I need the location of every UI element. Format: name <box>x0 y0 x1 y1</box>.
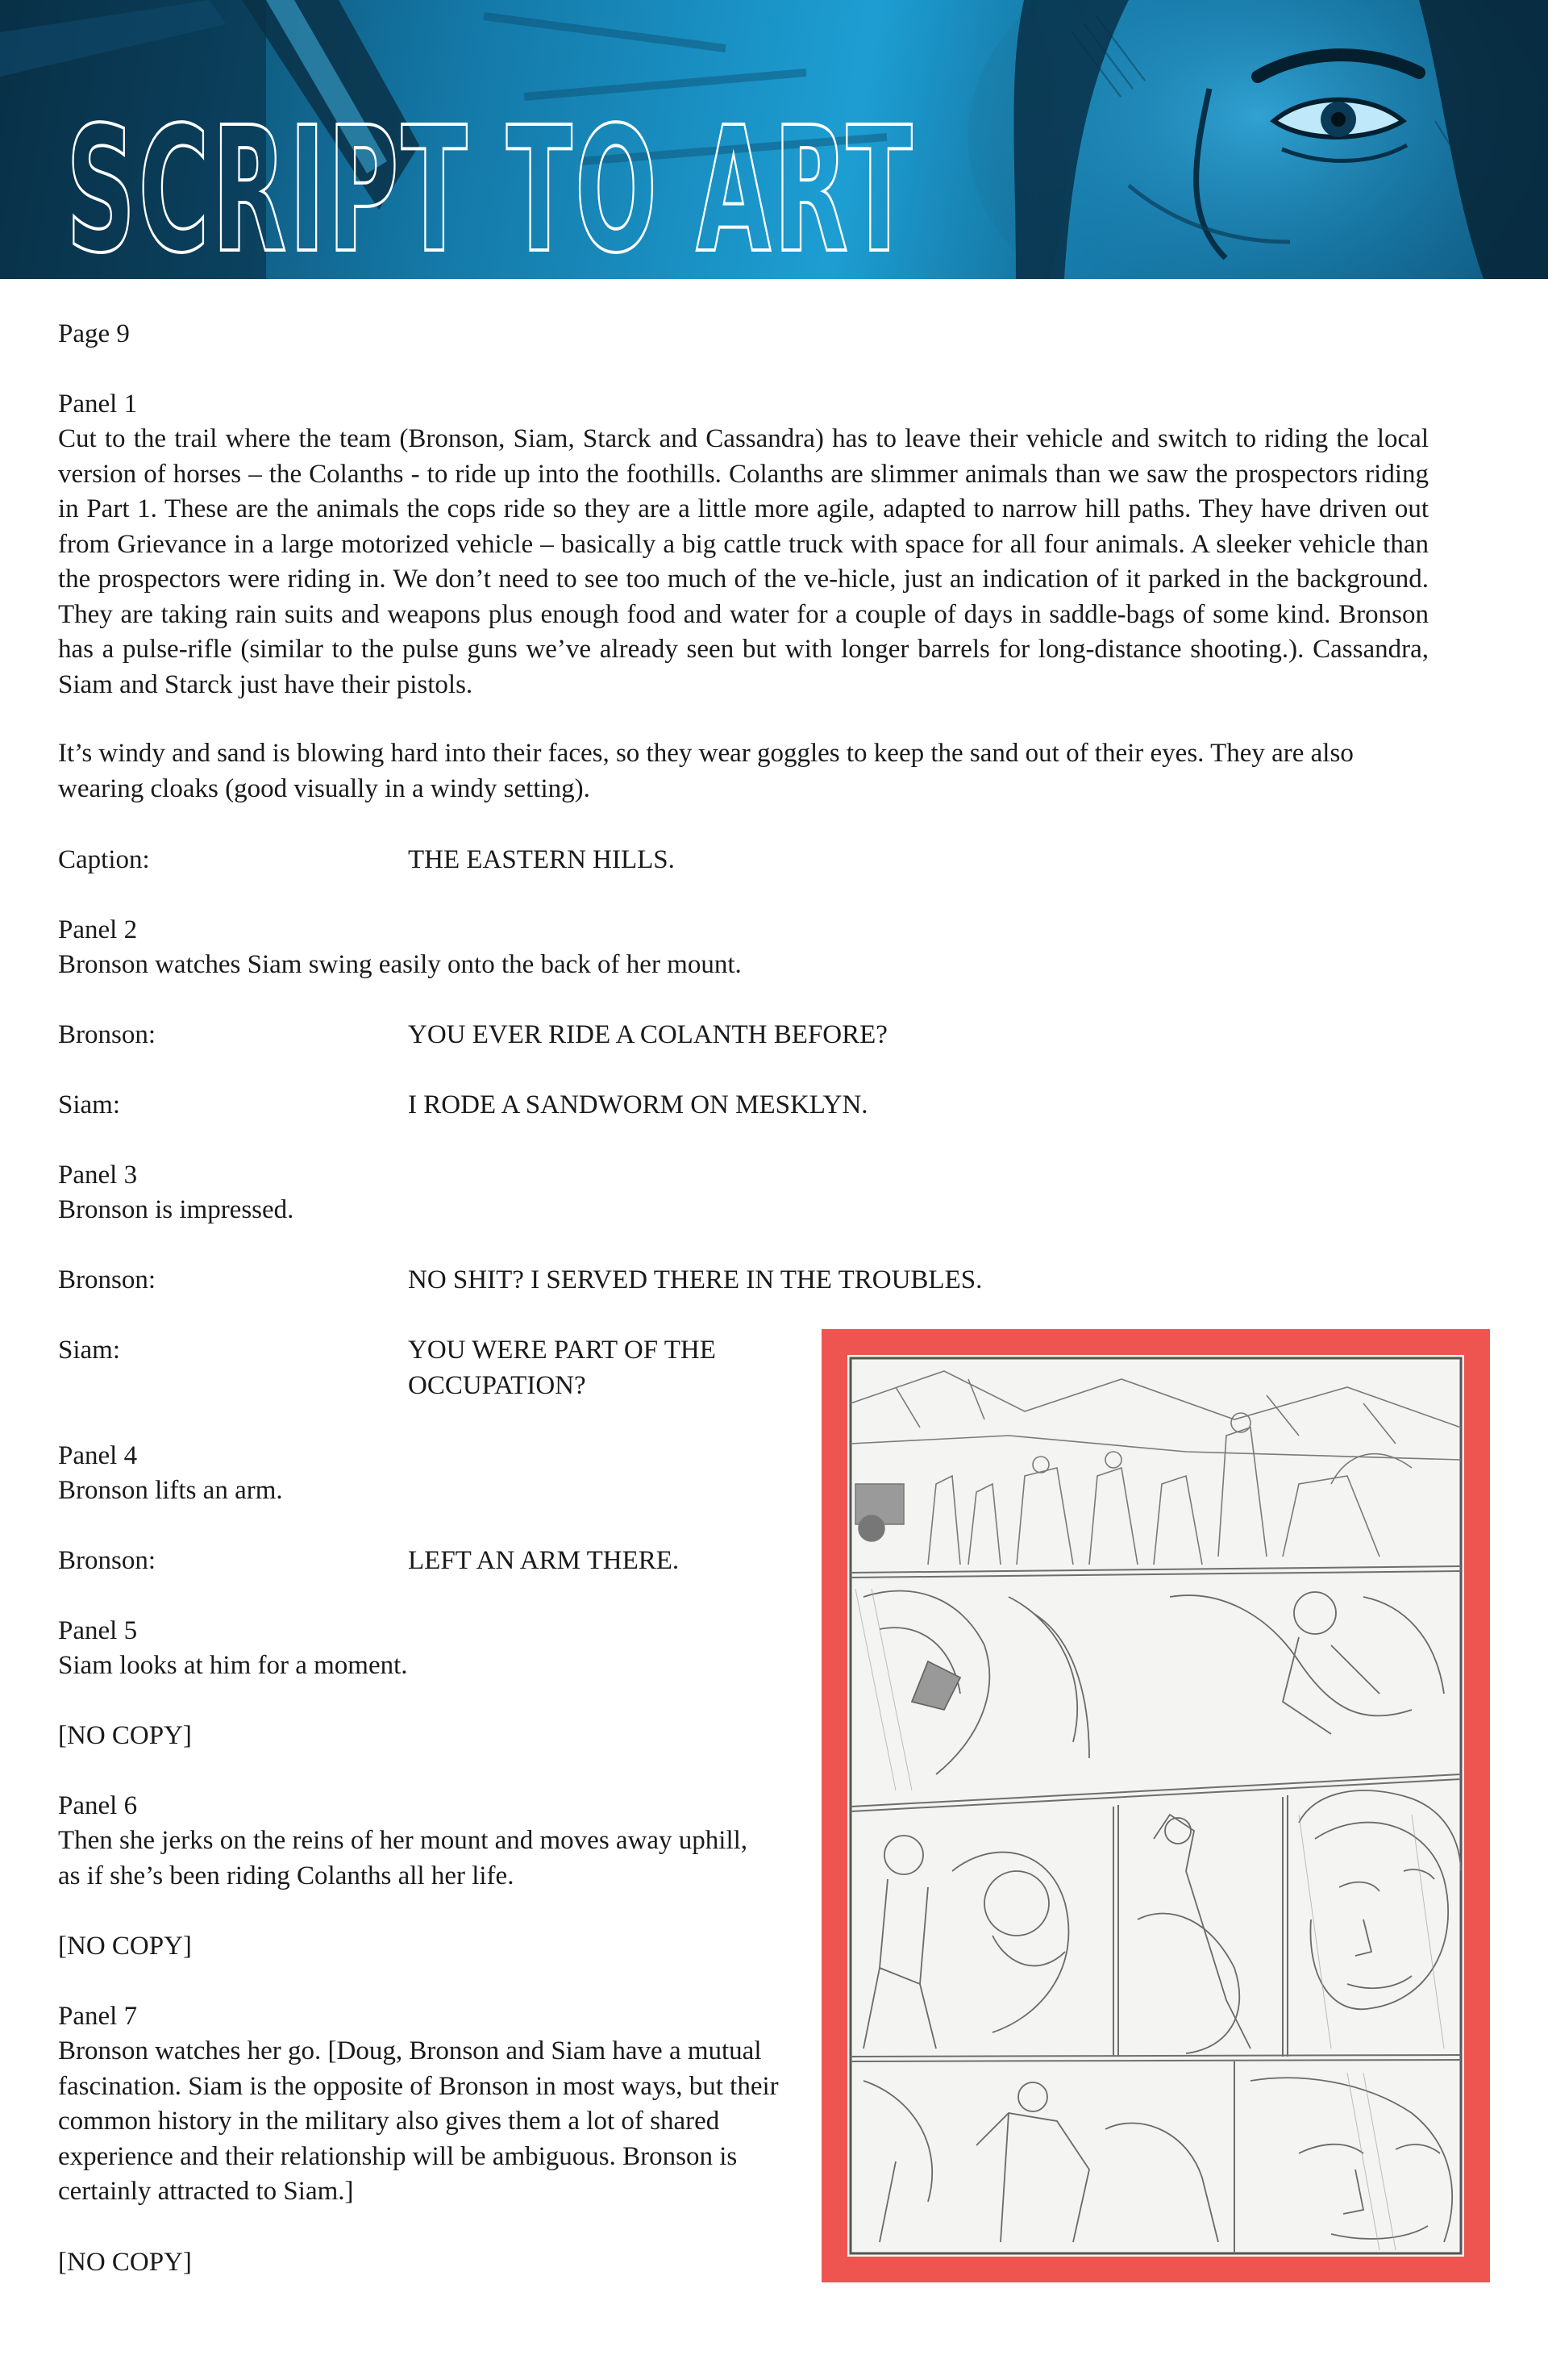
panel-description: Then she jerks on the reins of her mount and moves away uphill, as if she’s been riding Colanths all her life. <box>58 1826 748 1890</box>
dialogue-speaker: Caption: <box>58 845 150 874</box>
panel-label: Panel 5 <box>58 1616 138 1645</box>
pencil-art-page <box>822 1329 1490 2282</box>
panel-label: Panel 7 <box>58 2002 138 2031</box>
panel-label: Panel 6 <box>58 1791 138 1820</box>
panel-description: Bronson watches her go. [Doug, Bronson and Siam have a mutual fascination. Siam is the opposite of Bronson in most ways, but their common history in the military also gives them a lot of shared experience and their relationship will be ambiguous. Bronson is certainly attracted to Siam.] <box>58 2036 779 2206</box>
dialogue-text: LEFT AN ARM THERE. <box>408 1546 680 1575</box>
dialogue-text: YOU EVER RIDE A COLANTH BEFORE? <box>408 1020 888 1049</box>
pencil-sketch <box>847 1355 1464 2257</box>
panel-description: Siam looks at him for a moment. <box>58 1651 408 1680</box>
panel-description: Cut to the trail where the team (Bronson, Siam, Starck and Cassandra) has to leave their vehicle and switch to riding the local version of horses – the Colanths - to ride up into the foothills. Colanths are slimmer animals than we saw the prospectors riding in Part 1. These are the animals the cops ride so they are a little more agile, adapted to narrow hill paths. They have driven out from Grievance in a large motorized vehicle – basically a big cattle truck with space for all four animals. A sleeker vehicle than the prospectors were riding in. We don’t need to see too much of the ve-hicle, just an indication of it parked in the background. They are taking rain suits and weapons plus enough food and water for a couple of days in saddle-bags of some kind. Bronson has a pulse-rifle (similar to the pulse guns we’ve already seen but with longer barrels for long-distance shooting.). Cassandra, Siam and Starck just have their pistols. <box>58 424 1429 699</box>
dialogue-text: YOU WERE PART OF THE OCCUPATION? <box>408 1336 716 1400</box>
dialogue-speaker: Bronson: <box>58 1546 156 1575</box>
page-number: Page 9 <box>58 319 130 348</box>
panel-label: Panel 1 <box>58 390 138 419</box>
panel-description-continued: It’s windy and sand is blowing hard into their faces, so they wear goggles to keep the sand out of their eyes. They are also wearing cloaks (good visually in a windy setting). <box>58 739 1354 803</box>
panel-label: Panel 3 <box>58 1161 138 1190</box>
dialogue-text: I RODE A SANDWORM ON MESKLYN. <box>408 1090 868 1119</box>
dialogue-text: THE EASTERN HILLS. <box>408 845 675 874</box>
page-title: SCRIPT TO ART <box>66 90 915 279</box>
panel-label: Panel 4 <box>58 1441 138 1470</box>
dialogue-speaker: Bronson: <box>58 1265 156 1294</box>
panel-description: Bronson lifts an arm. <box>58 1476 283 1505</box>
no-copy-note: [NO COPY] <box>58 1932 192 1961</box>
panel-label: Panel 2 <box>58 915 138 944</box>
dialogue-speaker: Siam: <box>58 1336 121 1365</box>
dialogue-text: NO SHIT? I SERVED THERE IN THE TROUBLES. <box>408 1265 983 1294</box>
dialogue-speaker: Bronson: <box>58 1020 156 1049</box>
panel-description: Bronson watches Siam swing easily onto the back of her mount. <box>58 950 742 979</box>
panel-description: Bronson is impressed. <box>58 1195 294 1224</box>
dialogue-speaker: Siam: <box>58 1090 121 1119</box>
no-copy-note: [NO COPY] <box>58 2248 192 2277</box>
header-banner <box>0 0 1548 279</box>
no-copy-note: [NO COPY] <box>58 1721 192 1750</box>
